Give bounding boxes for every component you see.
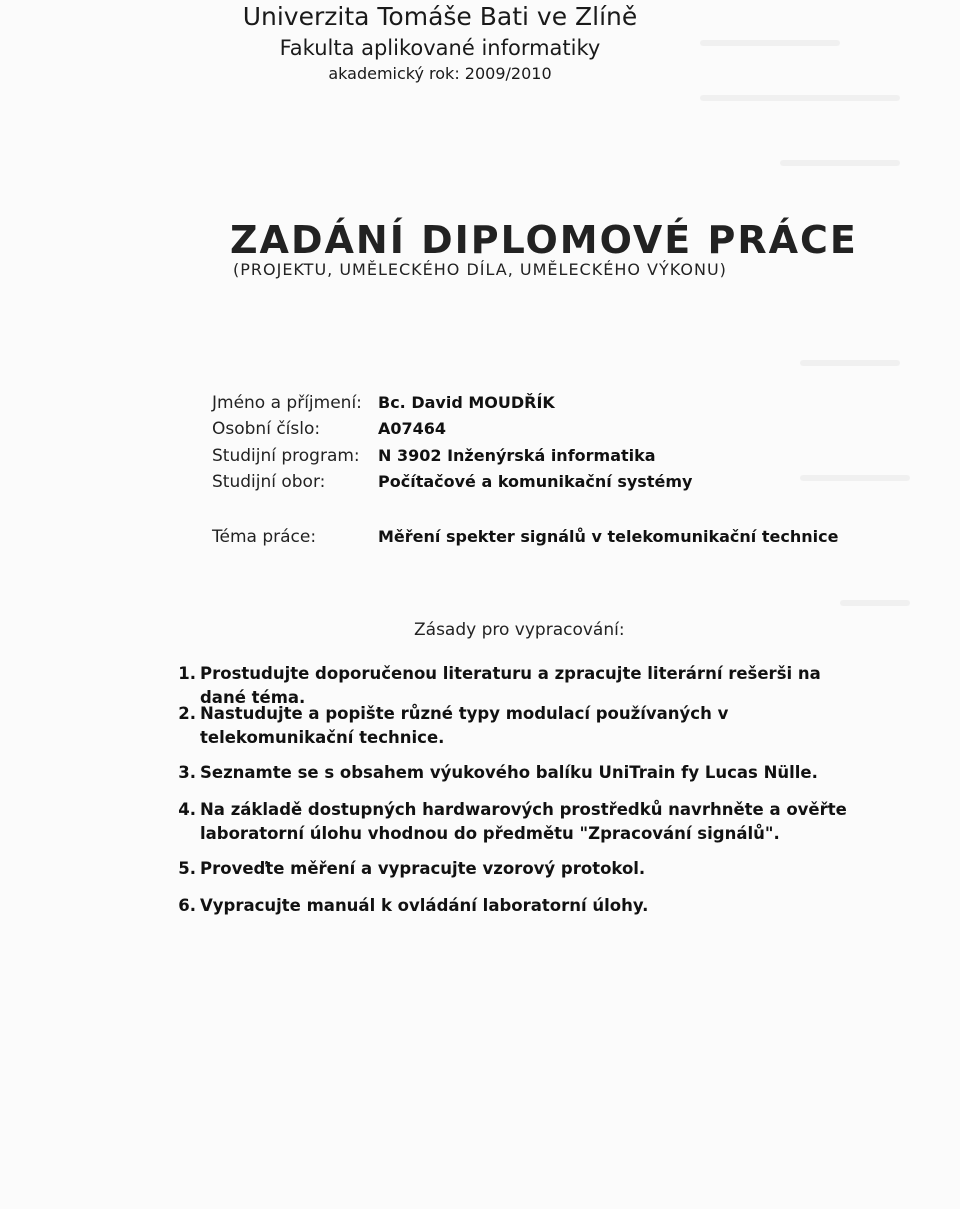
bleed-through-line xyxy=(800,360,900,366)
task-number: 3. xyxy=(178,763,196,782)
university-name: Univerzita Tomáše Bati ve Zlíně xyxy=(242,2,638,31)
info-value: Počítačové a komunikační systémy xyxy=(378,472,693,491)
info-value: Měření spekter signálů v telekomunikační technice xyxy=(378,527,839,546)
info-row-study-program xyxy=(212,446,852,472)
info-row-topic xyxy=(212,527,852,553)
info-value: A07464 xyxy=(378,419,447,438)
info-label: Studijní program: xyxy=(212,446,360,466)
info-label: Jméno a příjmení: xyxy=(212,393,362,413)
task-text: Na základě dostupných hardwarových prostředků navrhněte a ověřte laboratorní úlohu vhodnou do předmětu "Zpracování signálů". xyxy=(200,800,847,843)
document-subtitle: (PROJEKTU, UMĚLECKÉHO DÍLA, UMĚLECKÉHO VÝKONU) xyxy=(233,260,727,279)
info-value: N 3902 Inženýrská informatika xyxy=(378,446,656,465)
task-text: Vypracujte manuál k ovládání laboratorní úlohy. xyxy=(200,896,649,915)
task-number: 1. xyxy=(178,664,196,683)
faculty-name: Fakulta aplikované informatiky xyxy=(279,36,601,60)
bleed-through-line xyxy=(780,160,900,166)
bleed-through-line xyxy=(840,600,910,606)
task-number: 2. xyxy=(178,704,196,723)
task-text: Proveďte měření a vypracujte vzorový protokol. xyxy=(200,859,646,878)
info-row-study-field xyxy=(212,472,852,498)
principles-heading: Zásady pro vypracování: xyxy=(414,620,625,640)
document-title: ZADÁNÍ DIPLOMOVÉ PRÁCE xyxy=(230,218,858,262)
task-number: 6. xyxy=(178,896,196,915)
academic-year: akademický rok: 2009/2010 xyxy=(328,64,552,83)
info-value: Bc. David MOUDŘÍK xyxy=(378,393,555,412)
task-text: Seznamte se s obsahem výukového balíku UniTrain fy Lucas Nülle. xyxy=(200,763,818,782)
info-row-personal-number xyxy=(212,419,852,445)
task-text: Nastudujte a popište různé typy modulací používaných v telekomunikační technice. xyxy=(200,704,729,747)
info-label: Studijní obor: xyxy=(212,472,326,492)
task-text: Prostudujte doporučenou literaturu a zpracujte literární rešerši na dané téma. xyxy=(200,664,821,707)
task-number: 4. xyxy=(178,800,196,819)
info-row-name xyxy=(212,393,852,419)
task-number: 5. xyxy=(178,859,196,878)
info-label: Osobní číslo: xyxy=(212,419,321,439)
info-label: Téma práce: xyxy=(212,527,317,547)
bleed-through-line xyxy=(700,95,900,101)
